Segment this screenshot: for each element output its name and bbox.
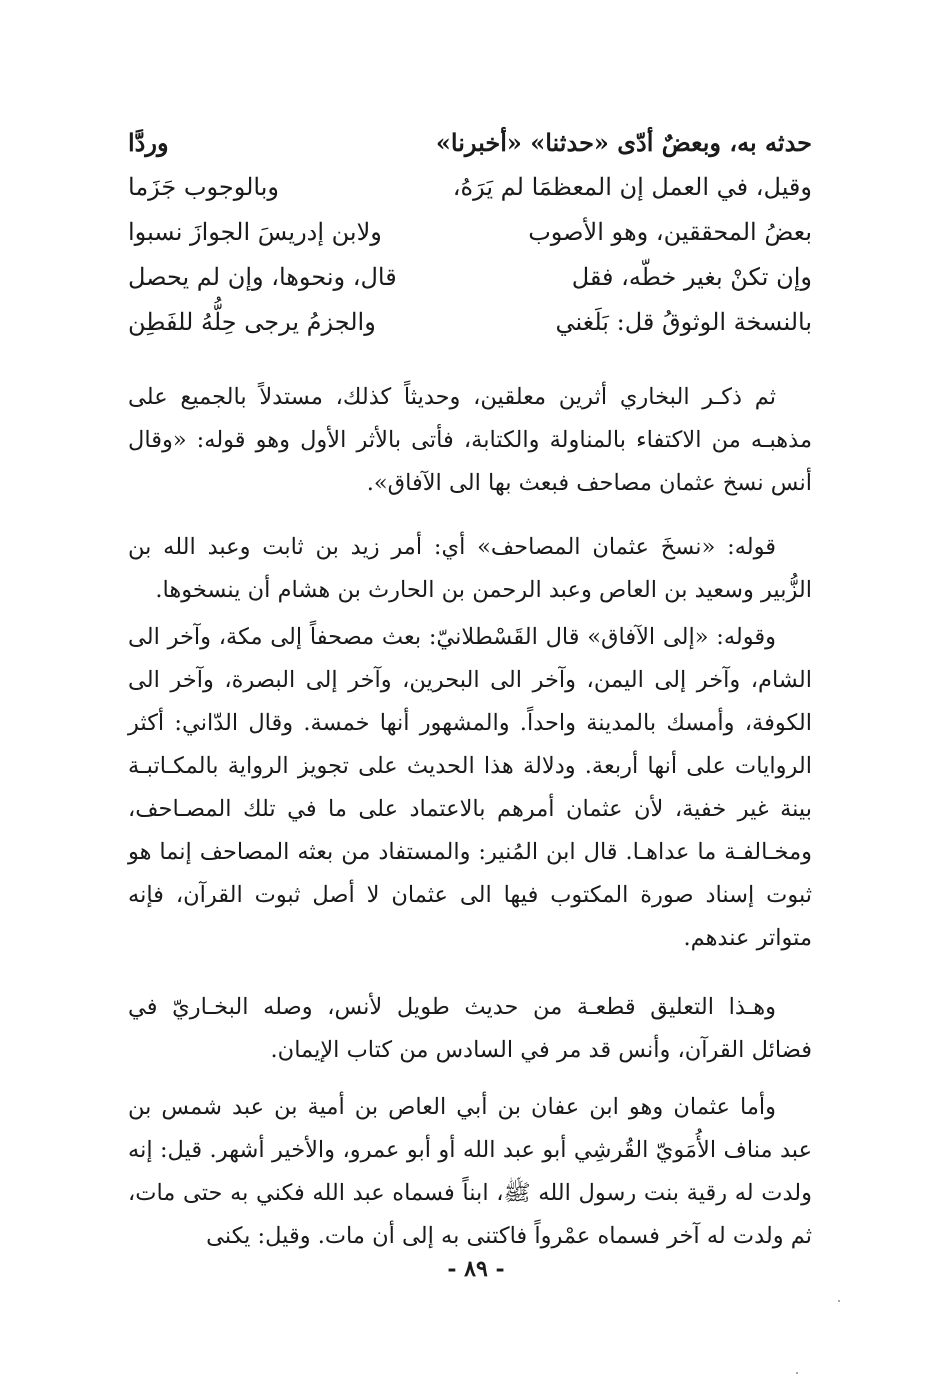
scan-speck: [838, 1300, 840, 1302]
poem-block: [128, 120, 812, 345]
paragraph-text: وهـذا التعليق قطعـة من حديث طويل لأنس، وصله البخـاريّ في فضائل القرآن، وأنس قد مر في السادس من كتاب الإيمان.: [128, 994, 812, 1063]
verse-second-hemistich: ولابن إدريسَ الجوازَ نسبوا: [128, 218, 382, 246]
verse-first-hemistich: بعضُ المحققين، وهو الأصوب: [528, 218, 812, 246]
verse-second-hemistich: قال، ونحوها، وإن لم يحصل: [128, 263, 397, 291]
poem-verse: [128, 120, 812, 165]
verse-first-hemistich: وقيل، في العمل إن المعظمَا لم يَرَهُ،: [452, 173, 812, 201]
verse-second-hemistich: والجزمُ يرجى حِلُّهُ للفَطِن: [128, 308, 376, 336]
commentary-paragraph: [128, 1086, 812, 1258]
verse-first-hemistich: حدثه به، وبعضٌ أدّى «حدثنا» «أخبرنا»: [435, 128, 812, 157]
page-number: - ٨٩ -: [447, 1256, 505, 1282]
verse-first-hemistich: بالنسخة الوثوقُ قل: بَلَغني: [555, 308, 812, 336]
verse-second-hemistich: وبالوجوب جَزَما: [128, 173, 279, 201]
scan-speck: [796, 1372, 798, 1374]
commentary-paragraph: [128, 986, 812, 1072]
verse-first-hemistich: وإن تكنْ بغير خطّه، فقل: [571, 263, 812, 291]
paragraph-text: قوله: «نسخَ عثمان المصاحف» أي: أمر زيد بن ثابت وعبد الله بن الزُّبير وسعيد بن العاص وعبد الرحمن بن الحارث بن هشام أن ينسخوها.: [128, 534, 812, 603]
paragraph-text: وأما عثمان وهو ابن عفان بن أبي العاص بن أمية بن عبد شمس بن عبد مناف الأُمَويّ القُرشِي أبو عبد الله أو أبو عمرو، والأخير أشهر. قيل: إنه ولدت له رقية بنت رسول الله ﷺ، ابناً فسماه عبد الله فكني به حتى مات، ثم ولدت له آخر فسماه عمْرواً فاكتنى به إلى أن مات. وقيل: يكنى: [128, 1094, 812, 1249]
poem-verse: [128, 210, 812, 255]
verse-second-hemistich: وردَّا: [128, 128, 169, 157]
paragraph-text: وقوله: «إلى الآفاق» قال القَسْطلانيّ: بعث مصحفاً إلى مكة، وآخر الى الشام، وآخر إلى اليمن، وآخر الى البحرين، وآخر إلى البصرة، وآخر الى الكوفة، وأمسك بالمدينة واحداً. والمشهور أنها خمسة. وقال الدّاني: أكثر الروايات على أنها أربعة. ودلالة هذا الحديث على تجويز الرواية بالمكـاتبـة بينة غير خفية، لأن عثمان أمرهم بالاعتماد على ما في تلك المصـاحف، ومخـالفـة ما عداهـا. قال ابن المُنير: والمستفاد من بعثه المصاحف إنما هو ثبوت إسناد صورة المكتوب فيها الى عثمان لا أصل ثبوت القرآن، فإنه متواتر عندهم.: [128, 624, 812, 951]
commentary-paragraph: [128, 376, 812, 505]
poem-verse: [128, 255, 812, 300]
commentary-paragraph: [128, 616, 812, 960]
commentary-paragraph: [128, 526, 812, 612]
paragraph-text: ثم ذكـر البخاري أثرين معلقين، وحديثاً كذلك، مستدلاً بالجميع على مذهبـه من الاكتفاء بالمناولة والكتابة، فأتى بالأثر الأول وهو قوله: «وقال أنس نسخ عثمان مصاحف فبعث بها الى الآفاق».: [128, 384, 812, 496]
poem-verse: [128, 300, 812, 345]
poem-verse: [128, 165, 812, 210]
